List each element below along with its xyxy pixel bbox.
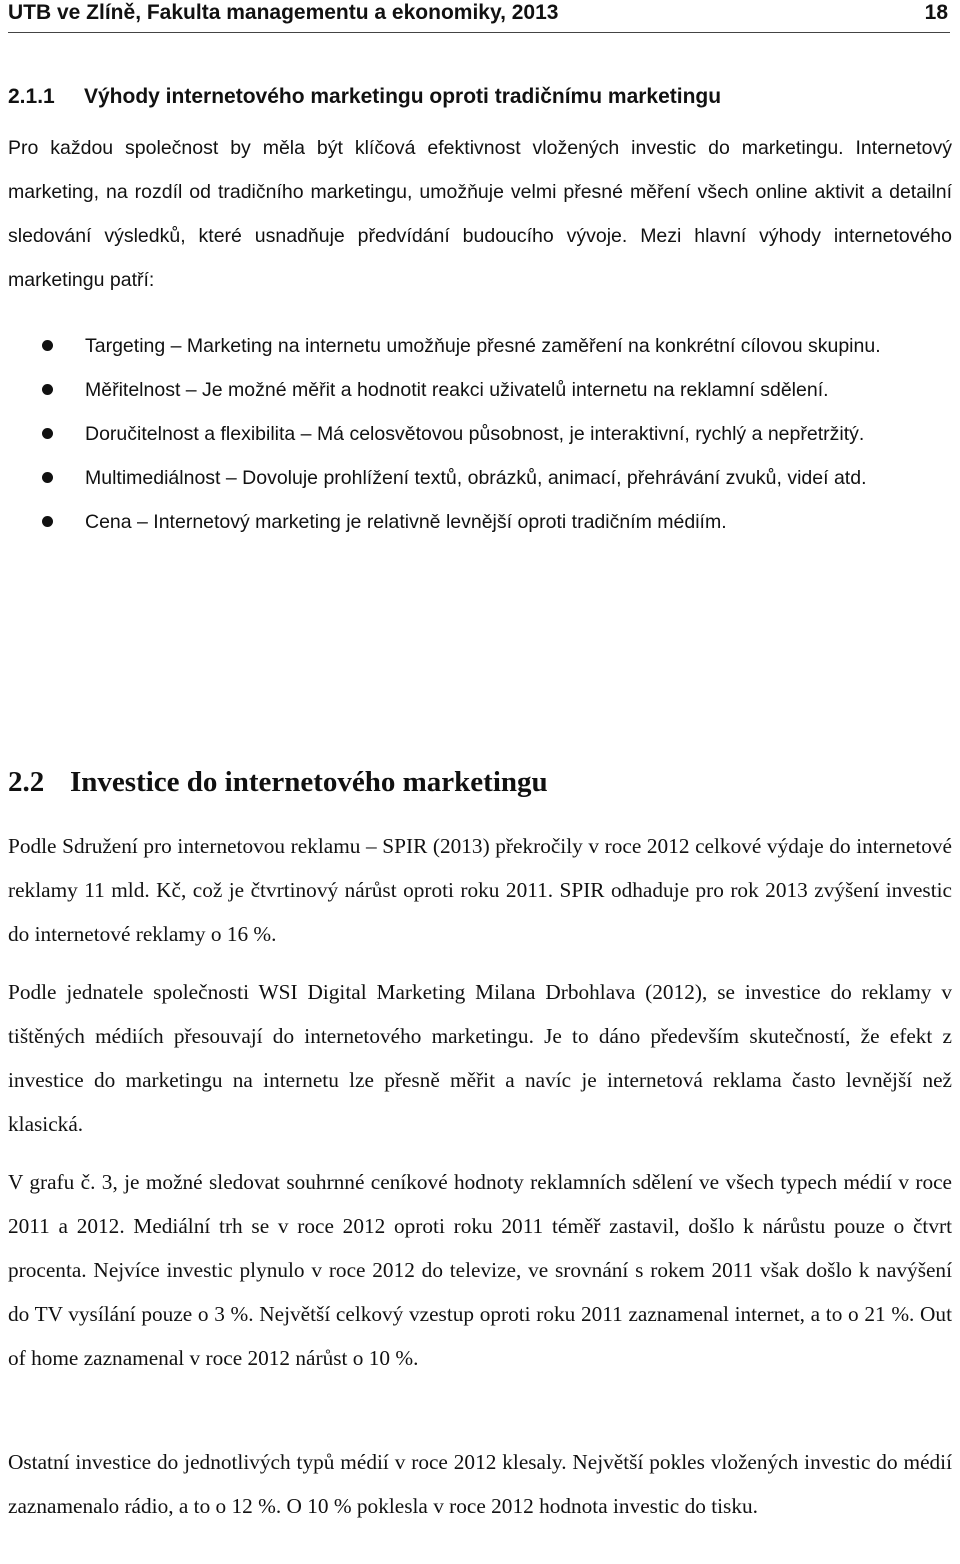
bullet-icon [42,472,53,483]
intro-paragraph: Pro každou společnost by měla být klíčová efektivnost vložených investic do marketingu. Internetový marketing, na rozdíl od tradičního marketingu, umožňuje velmi přesné měření všech online aktivit a detailní sledování výsledků, které usnadňuje předvídání budoucího vývoje. Mezi hlavní výhody internetového marketingu patří: [8,137,952,291]
paragraph-wsi: Podle jednatele společnosti WSI Digital Marketing Milana Drbohlava (2012), se investice do reklamy v tištěných médiích přesouvají do internetového marketingu. Je to dáno především skutečností, že efekt z investice do marketingu na internetu lze přesně měřit a navíc je internetová reklama často levnější než klasická. [8,980,952,1136]
page-number: 18 [924,1,948,24]
list-item [8,456,952,500]
bullet-icon [42,428,53,439]
paragraph-other: Ostatní investice do jednotlivých typů médií v roce 2012 klesaly. Největší pokles vložených investic do médií zaznamenalo rádio, a to o 12 %. O 10 % poklesla v roce 2012 hodnota investic do tisku. [8,1450,952,1518]
list-item-text: Doručitelnost a flexibilita – Má celosvětovou působnost, je interaktivní, rychlý a nepřetržitý. [85,423,865,445]
section-title: Investice do internetového marketingu [70,766,548,798]
subsection-heading [8,84,952,110]
header-title: UTB ve Zlíně, Fakulta managementu a ekonomiky, 2013 [8,1,559,24]
bullet-icon [42,516,53,527]
list-item [8,368,952,412]
list-item [8,324,952,368]
subsection-number: 2.1.1 [8,85,55,108]
section-heading [8,762,952,802]
paragraph-spir: Podle Sdružení pro internetovou reklamu – SPIR (2013) překročily v roce 2012 celkové výdaje do internetové reklamy 11 mld. Kč, což je čtvrtinový nárůst oproti roku 2011. SPIR odhaduje pro rok 2013 zvýšení investic do internetové reklamy o 16 %. [8,834,952,946]
bullet-icon [42,384,53,395]
list-item [8,500,952,544]
advantages-list [8,324,952,544]
list-item-text: Měřitelnost – Je možné měřit a hodnotit reakci uživatelů internetu na reklamní sdělení. [85,379,829,401]
list-item [8,412,952,456]
list-item-text: Cena – Internetový marketing je relativně levnější oproti tradičním médiím. [85,511,727,533]
page-header [8,0,950,33]
list-item-text: Targeting – Marketing na internetu umožňuje přesné zaměření na konkrétní cílovou skupinu. [85,335,881,357]
bullet-icon [42,340,53,351]
subsection-title: Výhody internetového marketingu oproti tradičnímu marketingu [84,85,722,108]
paragraph-graph: V grafu č. 3, je možné sledovat souhrnné ceníkové hodnoty reklamních sdělení ve všech typech médií v roce 2011 a 2012. Mediální trh se v roce 2012 oproti roku 2011 téměř zastavil, došlo k nárůstu pouze o čtvrt procenta. Nejvíce investic plynulo v roce 2012 do televize, ve srovnání s rokem 2011 však došlo k navýšení do TV vysílání pouze o 3 %. Největší celkový vzestup oproti roku 2011 zaznamenal internet, a to o 21 %. Out of home zaznamenal v roce 2012 nárůst o 10 %. [8,1170,952,1370]
list-item-text: Multimediálnost – Dovoluje prohlížení textů, obrázků, animací, přehrávání zvuků, videí atd. [85,467,867,489]
section-number: 2.2 [8,766,45,798]
